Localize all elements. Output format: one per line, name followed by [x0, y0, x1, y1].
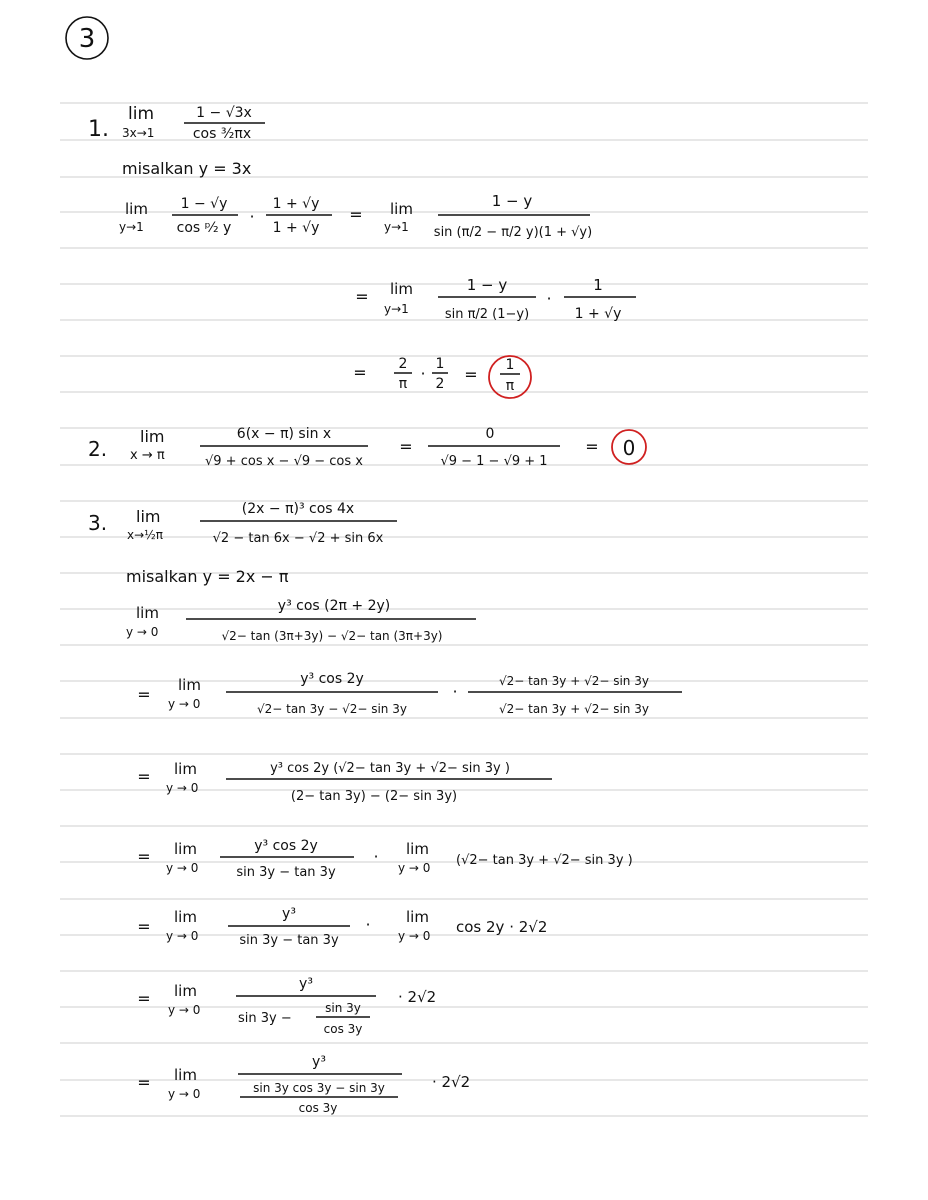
p3-s1-lim: lim: [136, 604, 159, 622]
p3-s2-lim: lim: [178, 676, 201, 694]
problem-3: [88, 501, 682, 1115]
p3-s1-sub: y → 0: [126, 625, 159, 639]
p1-numerator: 1 − √3x: [196, 105, 252, 121]
p3-s5-eq: =: [137, 917, 151, 936]
p3-s3-den: (2− tan 3y) − (2− sin 3y): [290, 789, 458, 804]
p1-l3-lim: lim: [390, 280, 413, 298]
problem-1: [88, 104, 636, 398]
p2-lim-sub: x → π: [130, 448, 165, 463]
p3-s1-den: √2− tan (3π+3y) − √2− tan (3π+3y): [221, 629, 443, 643]
p3-s2-b-num: √2− tan 3y + √2− sin 3y: [499, 674, 649, 688]
p3-s4-num: y³ cos 2y: [254, 838, 318, 854]
p3-s2-sub: y → 0: [168, 697, 201, 711]
p1-l2-sub: y→1: [119, 220, 144, 234]
problem-2: [88, 426, 646, 469]
p1-l3-eq: =: [355, 287, 369, 306]
p3-s2-eq: =: [137, 685, 151, 704]
p3-denominator: √2 − tan 6x − √2 + sin 6x: [212, 531, 384, 546]
p2-eq2: =: [585, 437, 599, 456]
p3-s1-num: y³ cos (2π + 2y): [277, 598, 391, 614]
problem-1-number: 1.: [88, 117, 109, 142]
p2-numerator: 6(x − π) sin x: [236, 426, 332, 442]
p2-g-den: √9 − 1 − √9 + 1: [440, 454, 548, 469]
p3-s5-tail: cos 2y · 2√2: [456, 918, 548, 936]
p1-lim: lim: [128, 104, 155, 124]
p3-s6-den-b-num: sin 3y: [325, 1001, 361, 1015]
p2-eq: =: [399, 437, 413, 456]
p3-s6-num: y³: [299, 976, 313, 992]
p1-l2-dot: ·: [249, 207, 255, 226]
p3-numerator: (2x − π)³ cos 4x: [241, 501, 355, 517]
p1-l2-lim: lim: [125, 200, 148, 218]
p3-s6-den-a: sin 3y −: [238, 1011, 292, 1026]
p3-s4-lim: lim: [174, 840, 197, 858]
p1-substitution: misalkan y = 3x: [122, 159, 252, 178]
p1-l4-dot: ·: [420, 364, 426, 383]
p1-l4-b-num: 1: [435, 356, 445, 372]
p2-answer: 0: [622, 436, 636, 460]
problem-3-number: 3.: [88, 511, 108, 535]
ruled-lines: [60, 103, 868, 1116]
p3-s4-eq: =: [137, 847, 151, 866]
p3-s7-tail: · 2√2: [432, 1073, 471, 1091]
p3-s2-a-den: √2− tan 3y − √2− sin 3y: [257, 702, 407, 716]
p1-denominator: cos ³⁄₂πx: [192, 126, 252, 142]
p2-denominator: √9 + cos x − √9 − cos x: [205, 454, 363, 469]
p3-s7-lim: lim: [174, 1066, 197, 1084]
p1-l3-b-num: 1: [593, 276, 603, 294]
p1-l3-sub: y→1: [384, 302, 409, 316]
p3-s7-sub: y → 0: [168, 1087, 201, 1101]
p3-s5-lim: lim: [174, 908, 197, 926]
p3-s3-sub: y → 0: [166, 781, 199, 795]
p3-substitution: misalkan y = 2x − π: [126, 567, 289, 586]
p1-answer-num: 1: [505, 357, 515, 373]
p1-l3-dot: ·: [546, 289, 552, 308]
p3-s7-num: y³: [312, 1054, 326, 1070]
p3-s5-lim2: lim: [406, 908, 429, 926]
p1-l3-b-den: 1 + √y: [574, 306, 622, 322]
p3-s6-den-b-den: cos 3y: [323, 1022, 363, 1036]
p3-s5-num: y³: [282, 906, 296, 922]
p1-l2-b-den: 1 + √y: [272, 220, 320, 236]
p1-l4-eq: =: [353, 363, 367, 382]
p1-l2-c-sub: y→1: [384, 220, 409, 234]
p2-g-num: 0: [485, 426, 495, 442]
p3-s4-sub2: y → 0: [398, 861, 431, 875]
p2-lim: lim: [140, 427, 165, 446]
p3-s4-lim2: lim: [406, 840, 429, 858]
page-number: 3: [78, 24, 96, 54]
p3-s3-eq: =: [137, 767, 151, 786]
p3-s4-tail: (√2− tan 3y + √2− sin 3y ): [456, 853, 633, 868]
p1-l2-a-den: cos ᵖ⁄₂ y: [176, 220, 232, 236]
p1-l4-b-den: 2: [435, 376, 445, 392]
p1-l2-eq: =: [349, 205, 363, 224]
p3-s6-sub: y → 0: [168, 1003, 201, 1017]
p1-l2-c-den: sin (π/2 − π/2 y)(1 + √y): [433, 225, 593, 240]
p3-s3-num: y³ cos 2y (√2− tan 3y + √2− sin 3y ): [270, 761, 510, 776]
p3-s2-a-num: y³ cos 2y: [300, 671, 364, 687]
p3-s7-den-den: cos 3y: [298, 1101, 338, 1115]
p3-s7-den-num: sin 3y cos 3y − sin 3y: [253, 1081, 385, 1095]
p3-lim-sub: x→½π: [127, 528, 164, 542]
p1-l4-a-num: 2: [398, 356, 408, 372]
p1-l2-c-num: 1 − y: [491, 192, 533, 210]
p3-s6-lim: lim: [174, 982, 197, 1000]
problem-2-number: 2.: [88, 437, 108, 461]
p1-l4-eq2: =: [464, 365, 478, 384]
p1-l2-b-num: 1 + √y: [272, 196, 320, 212]
p3-s5-sub2: y → 0: [398, 929, 431, 943]
p1-l3-a-den: sin π/2 (1−y): [444, 307, 530, 322]
p3-s4-den: sin 3y − tan 3y: [236, 865, 336, 880]
p1-answer-den: π: [505, 378, 515, 394]
p1-l4-a-den: π: [398, 376, 408, 392]
p3-s6-eq: =: [137, 989, 151, 1008]
p3-s2-b-den: √2− tan 3y + √2− sin 3y: [499, 702, 649, 716]
p3-s5-sub: y → 0: [166, 929, 199, 943]
p3-s4-dot: ·: [373, 847, 379, 866]
p1-l2-c-lim: lim: [390, 200, 413, 218]
p1-lim-sub: 3x→1: [122, 126, 155, 140]
p3-lim: lim: [136, 507, 161, 526]
p3-s6-tail: · 2√2: [398, 988, 437, 1006]
p3-s3-lim: lim: [174, 760, 197, 778]
p3-s2-dot: ·: [452, 682, 458, 701]
p3-s5-den: sin 3y − tan 3y: [239, 933, 339, 948]
p1-l2-a-num: 1 − √y: [180, 196, 228, 212]
p3-s4-sub: y → 0: [166, 861, 199, 875]
p3-s7-eq: =: [137, 1073, 151, 1092]
p1-l3-a-num: 1 − y: [466, 276, 508, 294]
p3-s5-dot: ·: [365, 915, 371, 934]
